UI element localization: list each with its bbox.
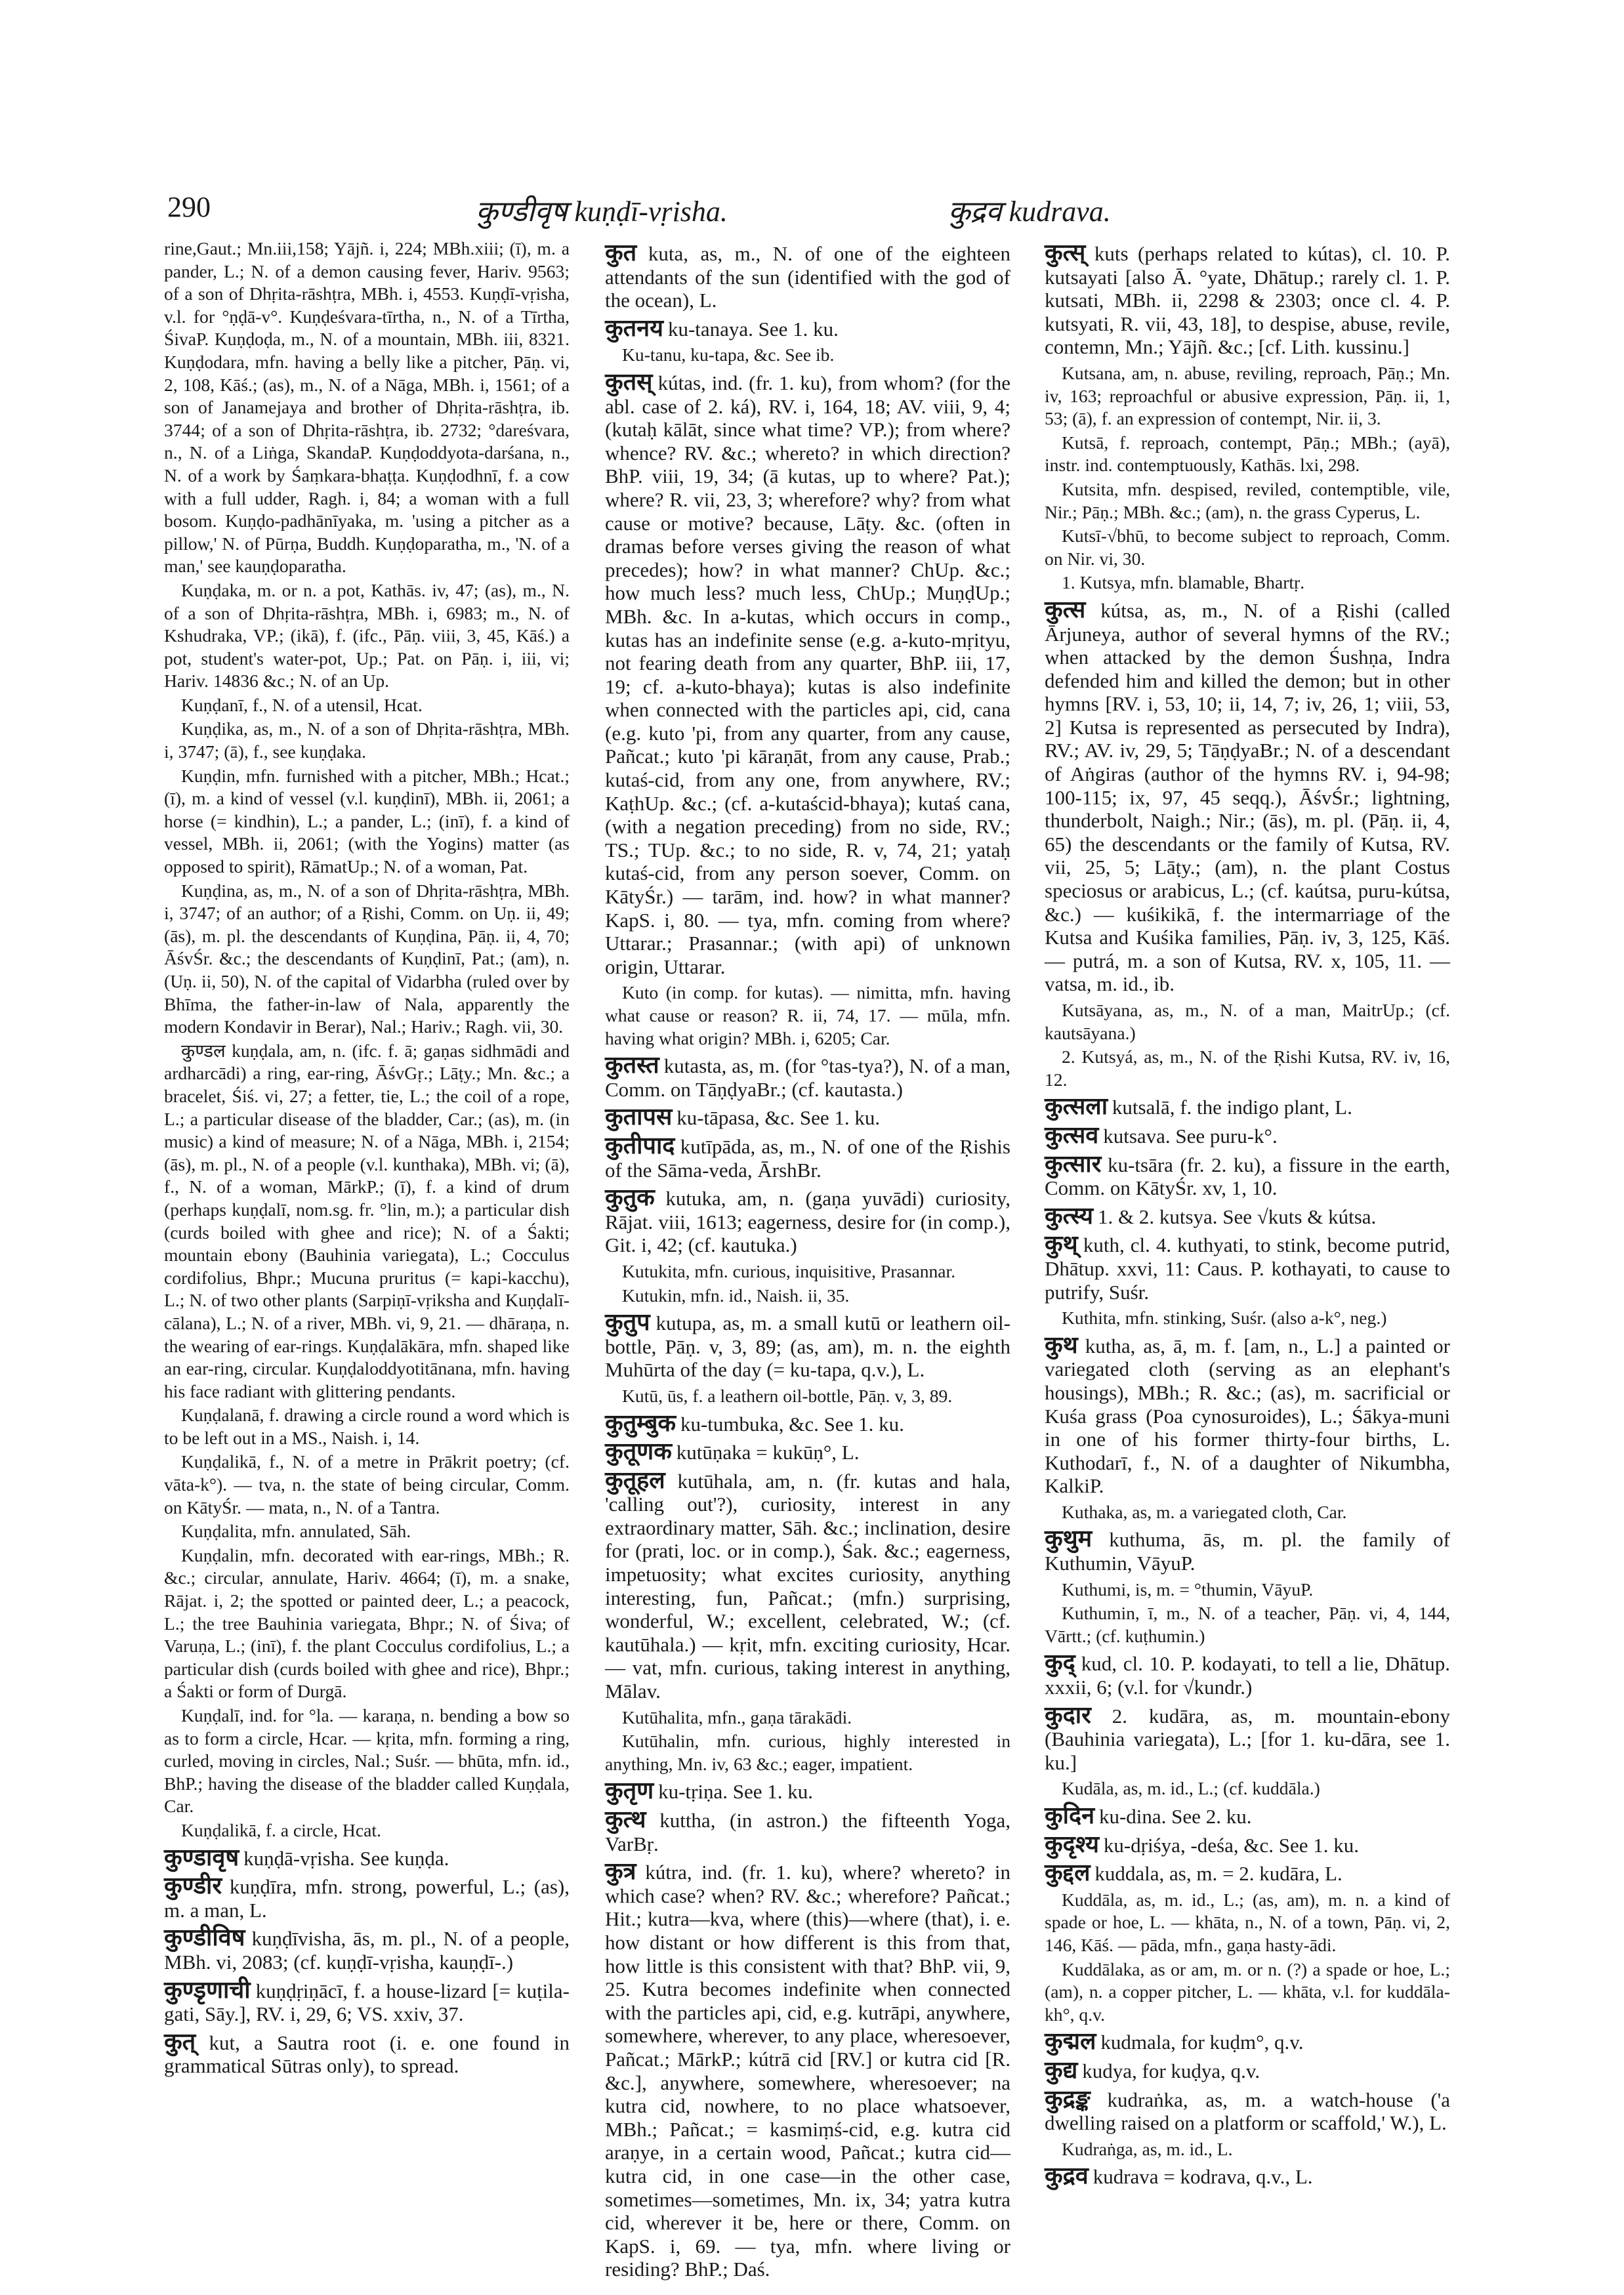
- headword-definition: kudrava = kodrava, q.v., L.: [1093, 2165, 1313, 2189]
- headword-entry: [605, 1134, 1010, 1182]
- headword-entry: [1045, 1861, 1450, 1886]
- headword-definition: kutsalā, f. the indigo plant, L.: [1112, 1096, 1352, 1119]
- column-3: [1045, 238, 1450, 2192]
- headword-definition: kútra, ind. (fr. 1. ku), where? whereto? in which case? when? RV. &c.; wherefore? Pañcat.; Hit.; kutra—kva, where (this)—where (that), i. e. how distant or how different is this from that, how little is this consistent with that? BhP. vii, 9, 25. Kutra becomes indefinite when connected with the particles api, cid, e.g. kutrāpi, anywhere, somewhere, wherever, to any place, wheresoever, Pañcat.; MārkP.; kútrā cid [RV.] or kutra cid [R. &c.], anywhere, somewhere, wheresoever; na kutra cid, nowhere, to no place whatsoever, MBh.; Pañcat.; = kasmiṃś-cid, e.g. kutra cid araṇye, in a certain wood, Pañcat.; kutra cid—kutra cid, in one case—in the other case, sometimes—sometimes, Mn. ix, 34; yatra kutra cid, wherever it be, here or there, Comm. on KapS. i, 69. — tya, mfn. where living or residing? BhP.; Daś.: [605, 1861, 1011, 2281]
- devanagari-headword: कुद्दल: [1045, 1859, 1091, 1886]
- devanagari-headword: कुद्मल: [1045, 2028, 1096, 2055]
- dictionary-entry: 1. Kutsya, mfn. blamable, Bhartṛ.: [1062, 572, 1305, 593]
- dictionary-entry: Kuṇḍalanā, f. drawing a circle round a word which is to be left out in a MS., Naish. i, 14.: [164, 1405, 570, 1448]
- headword-definition: kud, cl. 10. P. kodayati, to tell a lie, Dhātup. xxxii, 6; (v.l. for √kundr.): [1045, 1652, 1450, 1699]
- column-2: [605, 238, 1010, 2285]
- devanagari-headword: कुत्: [164, 2028, 196, 2055]
- devanagari-headword: कुद्रङ्क: [1045, 2085, 1091, 2112]
- headword-entry: [1045, 2164, 1450, 2189]
- headword-entry: [1045, 1233, 1450, 1304]
- headword-entry: [605, 1311, 1010, 1382]
- devanagari-headword: कुथुम: [1045, 1525, 1093, 1552]
- headword-definition: ku-dṛiśya, -deśa, &c. See 1. ku.: [1103, 1833, 1359, 1857]
- headword-definition: kuthuma, ās, m. pl. the family of Kuthumin, VāyuP.: [1045, 1528, 1450, 1575]
- headword-entry: [1045, 1527, 1450, 1575]
- devanagari-headword: कुतस्त: [605, 1052, 659, 1079]
- dictionary-entry: Kuṇḍalikā, f. a circle, Hcat.: [181, 1819, 381, 1840]
- dictionary-entry: Kutsāyana, as, m., N. of a man, MaitrUp.; (cf. kautsāyana.): [1045, 1000, 1450, 1043]
- column-1: [164, 238, 570, 2081]
- headword-definition: kut, a Sautra root (i. e. one found in grammatical Sūtras only), to spread.: [164, 2031, 570, 2078]
- devanagari-headword: कुत: [605, 239, 637, 266]
- headword-definition: kuta, as, m., N. of one of the eighteen attendants of the sun (identified with the god of the ocean), L.: [605, 242, 1010, 312]
- headword-definition: kudraṅka, as, m. a watch-house ('a dwelling raised on a platform or scaffold,' W.), L.: [1045, 2088, 1451, 2135]
- headword-entry: [605, 368, 1010, 979]
- dictionary-entry: Kuthumi, is, m. = °thumin, VāyuP.: [1062, 1579, 1314, 1600]
- headword-entry: [605, 1409, 1010, 1437]
- headword-entry: [1045, 1121, 1450, 1149]
- headword-entry: [1045, 1095, 1450, 1120]
- headword-entry: [1045, 2056, 1450, 2084]
- headword-entry: [605, 1808, 1010, 1856]
- headword-definition: kuṇḍā-vṛisha. See kuṇḍa.: [243, 1846, 449, 1870]
- devanagari-headword: कुतुक: [605, 1184, 655, 1211]
- devanagari-headword: कुथ: [1045, 1331, 1078, 1358]
- dictionary-entry: 2. Kutsyá, as, m., N. of the Ṛishi Kutsa, RV. iv, 16, 12.: [1045, 1046, 1450, 1090]
- headword-entry: [164, 1846, 570, 1871]
- devanagari-headword: कुण्डीर: [164, 1872, 222, 1899]
- headword-definition: kútas, ind. (fr. 1. ku), from whom? (for the abl. case of 2. ká), RV. i, 164, 18; AV. viii, 9, 4; (kutaḥ kālāt, since what time? VP.); from where? whence? RV. &c.; whereto? in which direction? BhP. viii, 19, 34; (ā kutas, up to where? Pat.); where? R. vii, 23, 3; wherefore? why? from what cause or motive? because, Lāṭy. &c. (often in dramas before verses giving the reason of what precedes); how? in what manner? ChUp. &c.; how much less? much less, ChUp.; MuṇḍUp.; MBh. &c. In a-kutas, which occurs in comp., kutas has an indefinite sense (e.g. a-kuto-mṛityu, not fearing death from any quarter, BhP. iii, 17, 19; cf. a-kuto-bhaya); kutas is also indefinite when connected with the particles api, cid, cana (e.g. kuto 'pi, from any quarter, from any cause, Pañcat.; kuto 'pi kāraṇāt, from any cause, Prab.; kutaś-cid, from any one, from anywhere, RV.; KaṭhUp. &c.; (cf. a-kutaścid-bhaya); kutaś cana, (with a negation preceding) from no side, RV.; TS.; TUp. &c.; to no side, R. v, 74, 21; yataḥ kutaś-cid, from any person soever, Comm. on KātyŚr.) — tarām, ind. how? in what manner? KapS. i, 80. — tya, mfn. coming from where? Uttarar.; Prasannar.; (with api) of unknown origin, Uttarar.: [605, 371, 1010, 978]
- devanagari-headword: कुतुम्बुक: [605, 1409, 677, 1436]
- devanagari-headword: कुत्सव: [1045, 1121, 1099, 1148]
- headword-entry: [1045, 1804, 1450, 1829]
- devanagari-headword: कुत्स्: [1045, 239, 1086, 266]
- headword-entry: [164, 2028, 570, 2078]
- devanagari-headword: कुद्रव: [1045, 2162, 1089, 2189]
- dictionary-entry: Kuthumin, ī, m., N. of a teacher, Pāṇ. vi, 4, 144, Vārtt.; (cf. kuṭhumin.): [1045, 1603, 1450, 1646]
- headword-definition: kutīpāda, as, m., N. of one of the Ṛishis of the Sāma-veda, ĀrshBr.: [605, 1134, 1010, 1182]
- headword-definition: ku-tsāra (fr. 2. ku), a fissure in the earth, Comm. on KātyŚr. xv, 1, 10.: [1045, 1153, 1450, 1200]
- headword-definition: ku-tumbuka, &c. See 1. ku.: [680, 1412, 904, 1436]
- headword-entry: [1045, 241, 1450, 360]
- devanagari-headword: कुतुप: [605, 1309, 650, 1336]
- dictionary-entry: Kuddāla, as, m. id., L.; (as, am), m. n. a kind of spade or hoe, L. — khāta, n., N. of a town, Pāṇ. vi, 2, 146, Kāś. — pāda, mfn., gaṇa hasty-ādi.: [1045, 1889, 1450, 1955]
- devanagari-headword: कुण्डीविष: [164, 1924, 245, 1951]
- devanagari-headword: कुण्डृणाची: [164, 1976, 251, 2003]
- headword-definition: kuṇḍīvisha, ās, m. pl., N. of a people, MBh. vi, 2083; (cf. kuṇḍī-vṛisha, kauṇḍī-.): [164, 1927, 570, 1974]
- devanagari-headword: कुत्सला: [1045, 1093, 1108, 1120]
- dictionary-entry: Kudāla, as, m. id., L.; (cf. kuddāla.): [1062, 1778, 1320, 1799]
- dictionary-entry: Kuṇḍin, mfn. furnished with a pitcher, MBh.; Hcat.; (ī), m. a kind of vessel (v.l. kuṇḍinī), MBh. ii, 2061; a horse (= kindhin), L.; a pander, L.; (inī), f. a kind of vessel, MBh. ii, 2061; (with the Yogins) matter (as opposed to spirit), RāmatUp.; N. of a woman, Pat.: [164, 765, 570, 877]
- dictionary-entry: Kuthita, mfn. stinking, Suśr. (also a-k°, neg.): [1062, 1308, 1387, 1329]
- headword-definition: kuddala, as, m. = 2. kudāra, L.: [1094, 1862, 1343, 1886]
- headword-entry: [1045, 2030, 1450, 2055]
- headword-entry: [1045, 1150, 1450, 1201]
- devanagari-headword: कुतनय: [605, 314, 664, 341]
- devanagari-headword: कुण्डावृष: [164, 1844, 239, 1871]
- right-running-headword: कुद्रव kudrava.: [948, 196, 1111, 228]
- dictionary-entry: Kuthaka, as, m. a variegated cloth, Car.: [1062, 1501, 1347, 1522]
- headword-entry: [164, 1976, 570, 2027]
- dictionary-entry: Kuṇḍalita, mfn. annulated, Sāh.: [181, 1521, 411, 1542]
- dictionary-entry: Kuṇḍalī, ind. for °la. — karaṇa, n. bending a bow so as to form a circle, Hcar. — kṛita, mfn. forming a ring, curled, moving in circles, Nal.; Suśr. — bhūta, mfn. id., BhP.; having the disease of the bladder called Kuṇḍala, Car.: [164, 1705, 570, 1817]
- dictionary-entry: Kuṇḍalin, mfn. decorated with ear-rings, MBh.; R. &c.; circular, annulate, Hariv. 4664; (ī), m. a snake, Rājat. i, 2; the spotted or painted deer, L.; a peacock, L.; the tree Bauhinia variegata, Bhpr.; N. of Śiva; of Varuṇa, L.; (inī), f. the plant Cocculus cordifolius, L.; a particular dish (curds boiled with ghee and rice), Bhpr.; a Śakti or form of Durgā.: [164, 1544, 570, 1702]
- headword-definition: ku-tāpasa, &c. See 1. ku.: [677, 1106, 881, 1130]
- headword-definition: kutuka, am, n. (gaṇa yuvādi) curiosity, Rājat. viii, 1613; eagerness, desire for (in comp.), Git. i, 42; (cf. kautuka.): [605, 1187, 1010, 1257]
- headword-definition: ku-tṛiṇa. See 1. ku.: [658, 1780, 813, 1804]
- headword-entry: [164, 1874, 570, 1922]
- devanagari-headword: कुदिन: [1045, 1802, 1095, 1829]
- devanagari-headword: कुथ्: [1045, 1231, 1078, 1258]
- dictionary-entry: Ku-tanu, ku-tapa, &c. See ib.: [622, 344, 835, 365]
- headword-entry: [605, 1779, 1010, 1804]
- dictionary-entry: Kuddālaka, as or am, m. or n. (?) a spade or hoe, L.; (am), n. a copper pitcher, L. — khāta, v.l. for kuddāla-kh°, q.v.: [1045, 1958, 1450, 2025]
- dictionary-entry: Kutsā, f. reproach, contempt, Pāṇ.; MBh.; (ayā), instr. ind. contemptuously, Kathās. lxi, 298.: [1045, 432, 1450, 476]
- headword-definition: kuttha, (in astron.) the fifteenth Yoga, VarBṛ.: [605, 1809, 1010, 1855]
- headword-definition: ku-tanaya. See 1. ku.: [667, 317, 839, 341]
- headword-definition: kutūhala, am, n. (fr. kutas and hala, 'calling out'?), curiosity, interest in any extraordinary matter, Sāh. &c.; inclination, desire for (prati, loc. or in comp.), Śak. &c.; eagerness, impetuosity; what excites curiosity, anything interesting, fun, Pañcat.; (mfn.) surprising, wonderful, W.; excellent, celebrated, W.; (cf. kautūhala.) — kṛit, mfn. exciting curiosity, Hcar. — vat, mfn. curious, taking interest in anything, Mālav.: [605, 1469, 1010, 1703]
- page-number: 290: [167, 191, 211, 223]
- headword-definition: kuts (perhaps related to kútas), cl. 10. P. kutsayati [also Ā. °yate, Dhātup.; rarely cl. 1. P. kutsati, MBh. ii, 2298 & 2303; once cl. 4. P. kutsyati, R. vii, 43, 18], to despise, abuse, revile, contemn, Mn.; Yājñ. &c.; [cf. Lith. kussinu.]: [1045, 242, 1450, 359]
- dictionary-entry: Kutūhalita, mfn., gaṇa tārakādi.: [622, 1706, 852, 1727]
- devanagari-headword: कुत्थ: [605, 1806, 646, 1832]
- headword-entry: [1045, 1651, 1450, 1699]
- dictionary-entry: Kutsana, am, n. abuse, reviling, reproach, Pāṇ.; Mn. iv, 163; reproachful or abusive expression, Pāṇ. ii, 1, 53; (ā), f. an expression of contempt, Nir. ii, 3.: [1045, 362, 1450, 429]
- dictionary-entry: Kutsita, mfn. despised, reviled, contemptible, vile, Nir.; Pāṇ.; MBh. &c.; (am), n. the grass Cyperus, L.: [1045, 478, 1450, 522]
- devanagari-headword: कुतस्: [605, 368, 653, 395]
- headword-definition: 2. kudāra, as, m. mountain-ebony (Bauhinia variegata), L.; [for 1. ku-dāra, see 1. ku.]: [1045, 1704, 1450, 1774]
- devanagari-headword: कुतूहल: [605, 1466, 665, 1493]
- headword-definition: kudmala, for kuḍm°, q.v.: [1100, 2031, 1304, 2054]
- headword-definition: kuṇḍīra, mfn. strong, powerful, L.; (as), m. a man, L.: [164, 1875, 570, 1922]
- headword-entry: [605, 1466, 1010, 1704]
- headword-definition: kutha, as, ā, m. f. [am, n., L.] a painted or variegated cloth (serving as an elephant's housings), MBh.; R. &c.; (as), m. sacrificial or Kuśa grass (Poa cynosuroides), L.; Śākya-muni in one of his former thirty-four births, L. Kuthodarī, f., N. of a daughter of Nikumbha, KalkiP.: [1045, 1334, 1451, 1498]
- devanagari-headword: कुत्सार: [1045, 1150, 1102, 1177]
- headword-entry: [605, 1186, 1010, 1258]
- dictionary-entry: Kutukita, mfn. curious, inquisitive, Prasannar.: [622, 1260, 956, 1281]
- headword-definition: kutupa, as, m. a small kutū or leathern oil-bottle, Pāṇ. v, 3, 89; (as, am), m. n. the eighth Muhūrta of the day (= ku-tapa, q.v.), L.: [605, 1312, 1010, 1382]
- dictionary-entry: Kuṇḍalikā, f., N. of a metre in Prākrit poetry; (cf. vāta-k°). — tva, n. the state of being circular, Comm. on KātyŚr. — mata, n., N. of a Tantra.: [164, 1451, 570, 1518]
- dictionary-entry: Kuṇḍika, as, m., N. of a son of Dhṛita-rāshṭra, MBh. i, 3747; (ā), f., see kuṇḍaka.: [164, 718, 570, 762]
- devanagari-headword: कुत्र: [605, 1858, 636, 1885]
- left-running-headword: कुण्डीवृष kuṇḍī-vṛisha.: [476, 196, 728, 228]
- headword-entry: [1045, 1331, 1451, 1499]
- headword-entry: [605, 1054, 1010, 1102]
- devanagari-headword: कुत्स्य: [1045, 1202, 1094, 1229]
- dictionary-entry: Kuṇḍina, as, m., N. of a son of Dhṛita-rāshṭra, MBh. i, 3747; of an author; of a Ṛishi, Comm. on Uṇ. ii, 49; (ās), m. pl. the descendants of Kuṇḍina, Pāṇ. ii, 4, 70; ĀśvŚr. &c.; the descendants of Kuṇḍinī, Pat.; (am), n. (Uṇ. ii, 50), N. of the capital of Vidarbha (ruled over by Bhīma, the father-in-law of Nala, apparently the modern Kondavir in Berar), Nal.; Hariv.; Ragh. vii, 30.: [164, 880, 570, 1037]
- dictionary-entry: Kutsī-√bhū, to become subject to reproach, Comm. on Nir. vi, 30.: [1045, 526, 1450, 569]
- devanagari-headword: कुतृण: [605, 1777, 654, 1804]
- dictionary-entry: Kutukin, mfn. id., Naish. ii, 35.: [622, 1285, 850, 1306]
- headword-entry: [605, 314, 1010, 342]
- headword-definition: kutasta, as, m. (for °tas-tya?), N. of a man, Comm. on TāṇḍyaBr.; (cf. kautasta.): [605, 1054, 1010, 1101]
- headword-entry: [1045, 2085, 1451, 2136]
- headword-definition: kútsa, as, m., N. of a Ṛishi (called Ārjuneya, author of several hymns of the RV.; when attacked by the demon Śushṇa, Indra defended him and killed the demon; but in other hymns [RV. i, 53, 10; ii, 14, 7; iv, 26, 1; viii, 53, 2] Kutsa is represented as persecuted by Indra), RV.; AV. iv, 29, 5; TāṇḍyaBr.; N. of a descendant of Aṅgiras (author of the hymns RV. i, 94-98; 100-115; ix, 97, 45 seqq.), ĀśvŚr.; lightning, thunderbolt, Naigh.; Nir.; (ās), m. pl. (Pāṇ. ii, 4, 65) the descendants or the family of Kutsa, RV. vii, 25, 5; Lāṭy.; (am), n. the plant Costus speciosus or arabicus, L.; (cf. kaútsa, puru-kútsa, &c.) — kuśikikā, f. the intermarriage of the Kutsa and Kuśika families, Pāṇ. iv, 3, 125, Kāś. — putrá, m. a son of Kutsa, RV. x, 105, 11. — vatsa, m. id., ib.: [1045, 598, 1450, 996]
- devanagari-headword: कुद्: [1045, 1649, 1075, 1676]
- devanagari-headword: कुत्स: [1045, 596, 1086, 623]
- dictionary-entry: Kuṇḍanī, f., N. of a utensil, Hcat.: [181, 694, 423, 715]
- devanagari-headword: कुदार: [1045, 1701, 1091, 1728]
- dictionary-entry: Kuto (in comp. for kutas). — nimitta, mfn. having what cause or reason? R. ii, 74, 17. — mūla, mfn. having what origin? MBh. i, 6205; Car.: [605, 982, 1010, 1048]
- headword-entry: [605, 241, 1010, 313]
- dictionary-entry: कुण्डल kuṇḍala, am, n. (ifc. f. ā; gaṇas sidhmādi and ardharcādi) a ring, ear-ring, ĀśvGṛ.; Lāṭy.; Mn. &c.; a bracelet, Śiś. vi, 27; a fetter, tie, L.; the coil of a rope, L.; a particular disease of the bladder, Car.; (as), m. (in music) a kind of measure; N. of a Nāga, MBh. i, 2154; (ās), m. pl., N. of a people (v.l. kunthaka), MBh. vi; (ā), f., N. of a woman, MārkP.; (ī), f. a kind of drum (perhaps kuṇḍalī, nom.sg. fr. °lin, m.); a particular dish (curds boiled with ghee and rice); N. of a Śakti; mountain ebony (Bauhinia variegata), L.; Cocculus cordifolius, Bhpr.; Mucuna pruritus (= kapi-kacchu), L.; N. of two other plants (Sarpiṇī-vṛiksha and Kuṇḍalī-cālana), L.; N. of a river, MBh. vi, 9, 21. — dhāraṇa, n. the wearing of ear-rings. Kuṇḍalākāra, mfn. shaped like an ear-ring, circular. Kuṇḍaloddyotitānana, mfn. having his face radiant with glittering pendants.: [164, 1040, 570, 1401]
- dictionary-entry: Kuṇḍaka, m. or n. a pot, Kathās. iv, 47; (as), m., N. of a son of Dhṛita-rāshṭra, MBh. i, 6983; m., N. of Kshudraka, VP.; (ikā), f. (ifc., Pāṇ. viii, 3, 45, Kāś.) a pot, student's water-pot, Up.; Pat. on Pāṇ. i, iii, vi; Hariv. 14836 &c.; N. of an Up.: [164, 579, 570, 692]
- devanagari-headword: कुतीपाद: [605, 1132, 675, 1159]
- devanagari-headword: कुतापस: [605, 1104, 673, 1130]
- headword-entry: [1045, 1202, 1450, 1230]
- headword-definition: kutsava. See puru-k°.: [1103, 1124, 1278, 1148]
- headword-definition: ku-dina. See 2. ku.: [1098, 1805, 1252, 1828]
- devanagari-headword: कुदृश्य: [1045, 1830, 1099, 1857]
- dictionary-entry: Kutūhalin, mfn. curious, highly interested in anything, Mn. iv, 63 &c.; eager, impatient.: [605, 1731, 1010, 1774]
- headword-definition: kuth, cl. 4. kuthyati, to stink, become putrid, Dhātup. xxvi, 11: Caus. P. kothayati, to cause to putrify, Suśr.: [1045, 1233, 1450, 1304]
- devanagari-headword: कुतूणक: [605, 1438, 672, 1465]
- headword-entry: [164, 1926, 570, 1974]
- continued-entry: rine,Gaut.; Mn.iii,158; Yājñ. i, 224; MBh.xiii; (ī), m. a pander, L.; N. of a demon causing fever, Hariv. 9563; of a son of Dhṛita-rāshṭra, MBh. i, 4553. Kuṇḍī-vṛisha, v.l. for °ṇḍā-v°. Kuṇḍeśvara-tīrtha, n., N. of a Tīrtha, ŚivaP. Kuṇḍoḍa, m., N. of a mountain, MBh. iii, 8321. Kuṇḍodara, mfn. having a belly like a pitcher, Pāṇ. vi, 2, 108, Kāś.; (as), m., N. of a Nāga, MBh. i, 1561; of a son of Janamejaya and brother of Dhṛita-rāshṭra, ib. 3744; of a son of Dhṛita-rāshṭra, ib. 2732; °dareśvara, n., N. of a Liṅga, SkandaP. Kuṇḍoddyota-darśana, n., N. of a work by Śaṃkara-bhaṭṭa. Kuṇḍodhnī, f. a cow with a full udder, Ragh. i, 84; a woman with a full bosom. Kuṇḍo-padhānīyaka, m. 'using a pitcher as a pillow,' N. of Pūrṇa, Buddh. Kuṇḍoparatha, m., 'N. of a man,' see kauṇḍoparatha.: [164, 238, 570, 577]
- headword-definition: kutūṇaka = kukūṇ°, L.: [676, 1441, 860, 1464]
- headword-entry: [605, 1440, 1010, 1465]
- headword-definition: 1. & 2. kutsya. See √kuts & kútsa.: [1097, 1205, 1377, 1228]
- dictionary-entry: Kudraṅga, as, m. id., L.: [1062, 2138, 1233, 2159]
- headword-entry: [605, 1106, 1010, 1130]
- headword-entry: [605, 1860, 1010, 2282]
- headword-entry: [1045, 598, 1450, 997]
- headword-entry: [1045, 1830, 1450, 1858]
- headword-entry: [1045, 1701, 1450, 1775]
- headword-definition: kudya, for kuḍya, q.v.: [1082, 2059, 1260, 2082]
- devanagari-headword: कुद्य: [1045, 2056, 1078, 2083]
- headword-definition: kuṇḍṛiṇācī, f. a house-lizard [= kuṭila-gati, Sāy.], RV. i, 29, 6; VS. xxiv, 37.: [164, 1979, 570, 2026]
- dictionary-entry: Kutū, ūs, f. a leathern oil-bottle, Pāṇ. v, 3, 89.: [622, 1385, 953, 1406]
- page-header: [167, 190, 1447, 236]
